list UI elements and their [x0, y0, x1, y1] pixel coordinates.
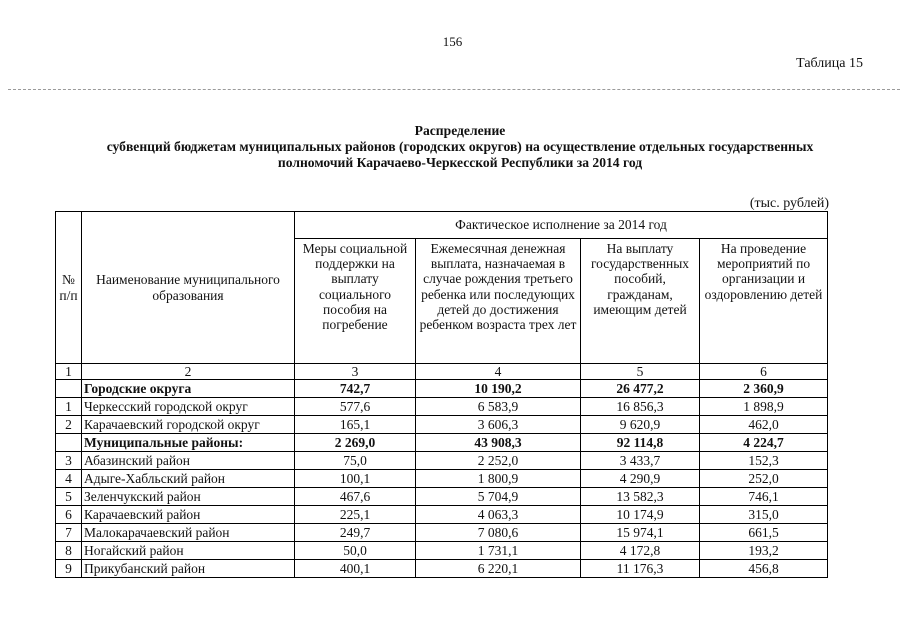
table-row [56, 488, 828, 506]
cell-c5: 13 582,3 [581, 488, 700, 506]
column-number: 6 [700, 364, 828, 380]
header-col5: На выплату государственных пособий, гражданам, имеющим детей [581, 239, 700, 364]
header-name: Наименование муниципального образования [82, 212, 295, 364]
table-row [56, 416, 828, 434]
cell-num: 9 [56, 560, 82, 578]
table-row [56, 560, 828, 578]
document-title [20, 123, 900, 171]
cell-num: 2 [56, 416, 82, 434]
table-row [56, 542, 828, 560]
title-line-1: Распределение [414, 123, 506, 138]
page-divider [8, 89, 900, 90]
column-number: 1 [56, 364, 82, 380]
cell-c4: 1 731,1 [416, 542, 581, 560]
cell-c5: 15 974,1 [581, 524, 700, 542]
header-col3: Меры социальной поддержки на выплату социального пособия на погребение [295, 239, 416, 364]
cell-c4: 6 220,1 [416, 560, 581, 578]
cell-name: Черкесский городской округ [82, 398, 295, 416]
cell-c6: 193,2 [700, 542, 828, 560]
cell-c6: 2 360,9 [700, 380, 828, 398]
cell-name: Адыге-Хабльский район [82, 470, 295, 488]
table-row [56, 524, 828, 542]
cell-num: 5 [56, 488, 82, 506]
cell-c5: 92 114,8 [581, 434, 700, 452]
cell-c6: 4 224,7 [700, 434, 828, 452]
cell-c4: 1 800,9 [416, 470, 581, 488]
cell-num: 7 [56, 524, 82, 542]
cell-name: Карачаевский городской округ [82, 416, 295, 434]
cell-name: Ногайский район [82, 542, 295, 560]
cell-num [56, 380, 82, 398]
units-label: (тыс. рублей) [749, 196, 829, 211]
cell-num [56, 434, 82, 452]
cell-num: 4 [56, 470, 82, 488]
cell-name: Малокарачаевский район [82, 524, 295, 542]
cell-c5: 16 856,3 [581, 398, 700, 416]
cell-c6: 661,5 [700, 524, 828, 542]
table-header [56, 212, 828, 380]
cell-c3: 165,1 [295, 416, 416, 434]
cell-c3: 2 269,0 [295, 434, 416, 452]
cell-num: 1 [56, 398, 82, 416]
cell-c4: 3 606,3 [416, 416, 581, 434]
cell-c4: 10 190,2 [416, 380, 581, 398]
column-number: 2 [82, 364, 295, 380]
cell-c6: 462,0 [700, 416, 828, 434]
table-row-subtotal [56, 380, 828, 398]
subventions-table [55, 211, 828, 578]
cell-name: Карачаевский район [82, 506, 295, 524]
cell-c6: 252,0 [700, 470, 828, 488]
column-number: 5 [581, 364, 700, 380]
cell-name: Городские округа [82, 380, 295, 398]
cell-c3: 75,0 [295, 452, 416, 470]
cell-name: Муниципальные районы: [82, 434, 295, 452]
table-row [56, 452, 828, 470]
cell-c5: 4 290,9 [581, 470, 700, 488]
table-label: Таблица 15 [796, 56, 863, 71]
table-row [56, 506, 828, 524]
cell-c5: 9 620,9 [581, 416, 700, 434]
column-number: 3 [295, 364, 416, 380]
cell-num: 3 [56, 452, 82, 470]
cell-c3: 225,1 [295, 506, 416, 524]
column-number: 4 [416, 364, 581, 380]
cell-c5: 10 174,9 [581, 506, 700, 524]
cell-c6: 1 898,9 [700, 398, 828, 416]
cell-c3: 742,7 [295, 380, 416, 398]
cell-c5: 26 477,2 [581, 380, 700, 398]
cell-name: Прикубанский район [82, 560, 295, 578]
cell-name: Зеленчукский район [82, 488, 295, 506]
table-body [56, 380, 828, 578]
header-group: Фактическое исполнение за 2014 год [295, 212, 828, 239]
table-row-subtotal [56, 434, 828, 452]
cell-c6: 152,3 [700, 452, 828, 470]
title-line-2: субвенций бюджетам муниципальных районов (городских округов) на осуществление отдельных государственных [106, 139, 814, 154]
cell-c3: 100,1 [295, 470, 416, 488]
header-col4: Ежемесячная денежная выплата, назначаемая в случае рождения третьего ребенка или последующих детей до достижения ребенком возраста трех лет [416, 239, 581, 364]
cell-c3: 50,0 [295, 542, 416, 560]
cell-c4: 7 080,6 [416, 524, 581, 542]
cell-c3: 467,6 [295, 488, 416, 506]
cell-c5: 4 172,8 [581, 542, 700, 560]
cell-c3: 577,6 [295, 398, 416, 416]
page-number: 156 [442, 34, 463, 49]
cell-c4: 43 908,3 [416, 434, 581, 452]
cell-c5: 3 433,7 [581, 452, 700, 470]
cell-name: Абазинский район [82, 452, 295, 470]
cell-c5: 11 176,3 [581, 560, 700, 578]
cell-c6: 456,8 [700, 560, 828, 578]
table-row [56, 398, 828, 416]
cell-c4: 5 704,9 [416, 488, 581, 506]
header-num: № п/п [56, 212, 82, 364]
cell-num: 6 [56, 506, 82, 524]
cell-c6: 315,0 [700, 506, 828, 524]
title-line-3: полномочий Карачаево-Черкесской Республики за 2014 год [277, 155, 643, 170]
cell-c3: 249,7 [295, 524, 416, 542]
header-col6: На проведение мероприятий по организации и оздоровлению детей [700, 239, 828, 364]
cell-c3: 400,1 [295, 560, 416, 578]
cell-c4: 4 063,3 [416, 506, 581, 524]
cell-num: 8 [56, 542, 82, 560]
cell-c6: 746,1 [700, 488, 828, 506]
cell-c4: 6 583,9 [416, 398, 581, 416]
table-row [56, 470, 828, 488]
cell-c4: 2 252,0 [416, 452, 581, 470]
